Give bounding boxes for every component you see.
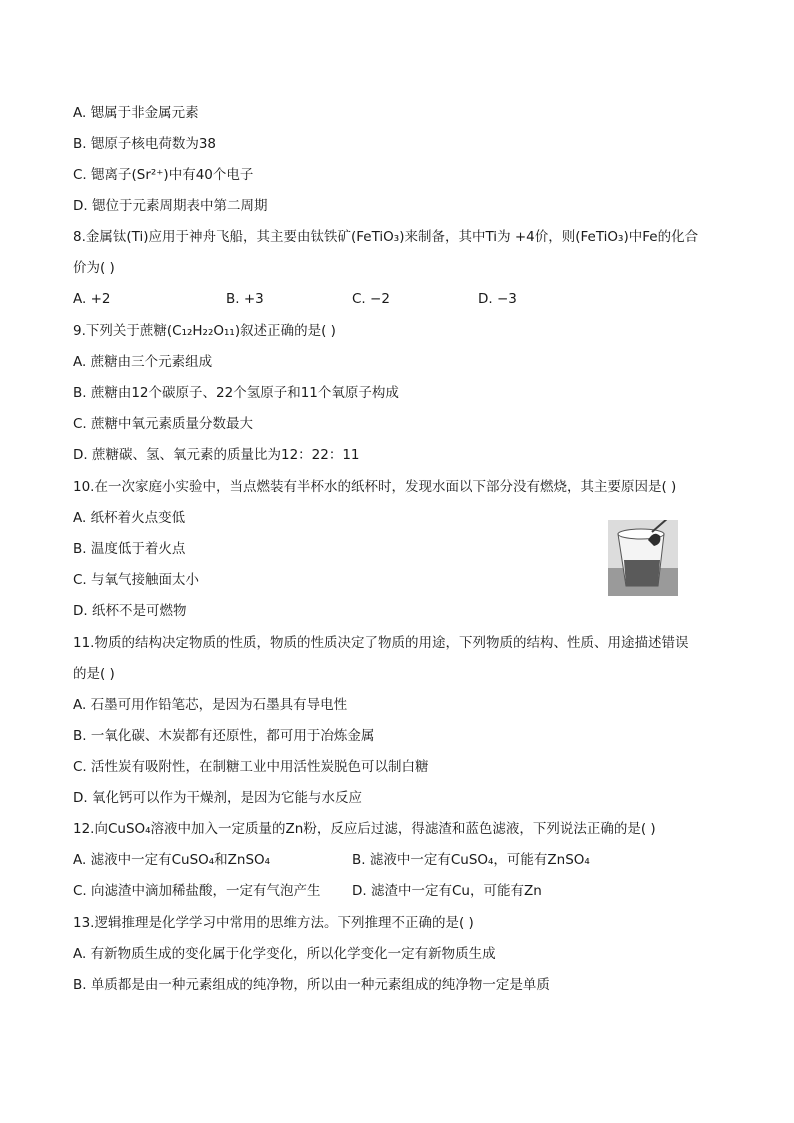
q12-option-a: A. 滤液中一定有CuSO₄和ZnSO₄	[73, 852, 271, 868]
q12-option-c: C. 向滤渣中滴加稀盐酸，一定有气泡产生	[73, 883, 321, 899]
q11-option-d: D. 氧化钙可以作为干燥剂，是因为它能与水反应	[73, 790, 362, 806]
q8-option-c: C. −2	[352, 291, 390, 307]
q7-option-a: A. 锶属于非金属元素	[73, 105, 199, 121]
q8-stem-line1: 8.金属钛(Ti)应用于神舟飞船，其主要由钛铁矿(FeTiO₃)来制备，其中Ti为 +4价，则(FeTiO₃)中Fe的化合	[73, 229, 699, 245]
q11-option-b: B. 一氧化碳、木炭都有还原性，都可用于冶炼金属	[73, 728, 375, 744]
q8-option-b: B. +3	[226, 291, 264, 307]
q13-stem: 13.逻辑推理是化学学习中常用的思维方法。下列推理不正确的是( )	[73, 915, 474, 931]
q7-option-c: C. 锶离子(Sr²⁺)中有40个电子	[73, 167, 254, 183]
q9-option-b: B. 蔗糖由12个碳原子、22个氢原子和11个氧原子构成	[73, 385, 399, 401]
q11-option-c: C. 活性炭有吸附性，在制糖工业中用活性炭脱色可以制白糖	[73, 759, 429, 775]
q10-option-c: C. 与氧气接触面太小	[73, 572, 200, 588]
paper-cup-illustration	[608, 520, 678, 596]
q11-stem-line2: 的是( )	[73, 666, 115, 682]
q7-option-b: B. 锶原子核电荷数为38	[73, 136, 217, 152]
q13-option-b: B. 单质都是由一种元素组成的纯净物，所以由一种元素组成的纯净物一定是单质	[73, 977, 550, 993]
q9-option-a: A. 蔗糖由三个元素组成	[73, 354, 213, 370]
q10-stem: 10.在一次家庭小实验中，当点燃装有半杯水的纸杯时，发现水面以下部分没有燃烧，其主要原因是( )	[73, 479, 677, 495]
q8-option-d: D. −3	[478, 291, 517, 307]
q10-option-d: D. 纸杯不是可燃物	[73, 603, 187, 619]
q8-stem-line2: 价为( )	[73, 260, 115, 276]
q11-stem-line1: 11.物质的结构决定物质的性质，物质的性质决定了物质的用途，下列物质的结构、性质、用途描述错误	[73, 635, 689, 651]
q8-option-a: A. +2	[73, 291, 111, 307]
q12-option-d: D. 滤渣中一定有Cu，可能有Zn	[352, 883, 542, 899]
q10-option-b: B. 温度低于着火点	[73, 541, 186, 557]
q9-stem: 9.下列关于蔗糖(C₁₂H₂₂O₁₁)叙述正确的是( )	[73, 323, 336, 339]
q9-option-d: D. 蔗糖碳、氢、氧元素的质量比为12：22：11	[73, 447, 360, 463]
q13-option-a: A. 有新物质生成的变化属于化学变化，所以化学变化一定有新物质生成	[73, 946, 496, 962]
q9-option-c: C. 蔗糖中氧元素质量分数最大	[73, 416, 254, 432]
q7-option-d: D. 锶位于元素周期表中第二周期	[73, 198, 268, 214]
q12-stem: 12.向CuSO₄溶液中加入一定质量的Zn粉，反应后过滤，得滤渣和蓝色滤液，下列说法正确的是( )	[73, 821, 656, 837]
paper-cup-photo	[608, 520, 678, 596]
q11-option-a: A. 石墨可用作铅笔芯，是因为石墨具有导电性	[73, 697, 348, 713]
q12-option-b: B. 滤液中一定有CuSO₄，可能有ZnSO₄	[352, 852, 590, 868]
q10-option-a: A. 纸杯着火点变低	[73, 510, 186, 526]
